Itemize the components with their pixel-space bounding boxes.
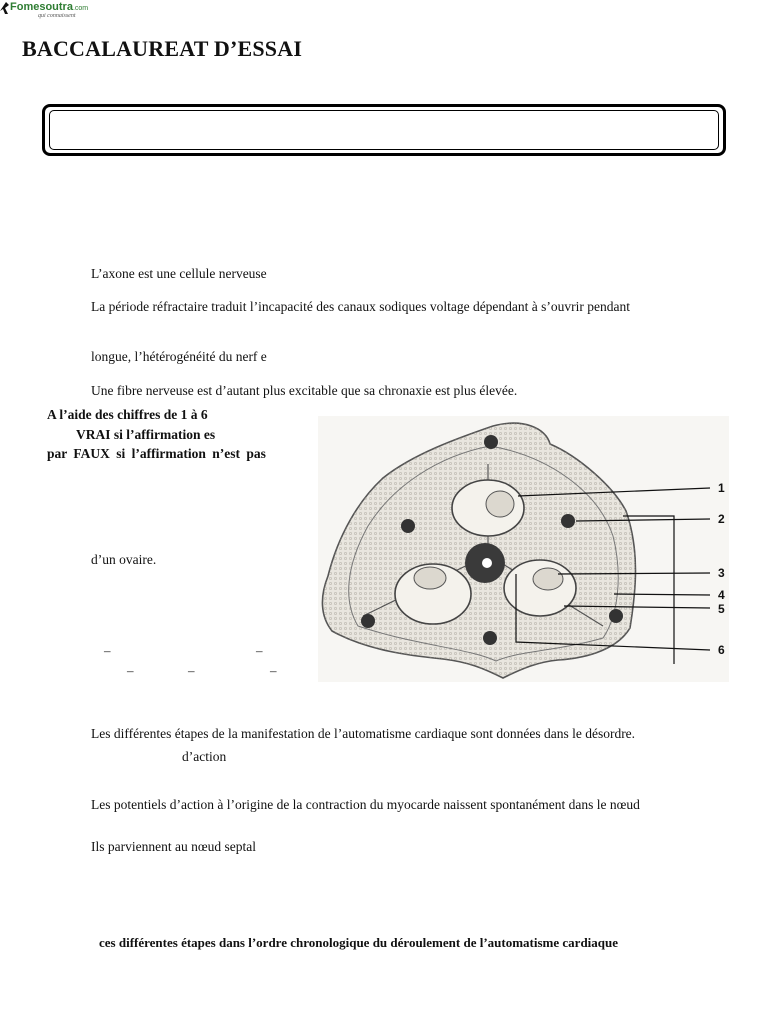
dash-4: – (188, 663, 195, 678)
instruction-line-3: par FAUX si l’affirmation n’est pas (47, 446, 266, 461)
instruction-line-2: VRAI si l’affirmation es (76, 427, 216, 442)
cardiac-step-2: Ils parviennent au nœud septal (91, 839, 256, 854)
bundle-right (561, 514, 575, 528)
figure-label-1: 1 (718, 481, 725, 495)
dash-2: – (256, 643, 263, 658)
dash-5: – (270, 663, 277, 678)
cardiac-step-1: Les potentiels d’action à l’origine de la contraction du myocarde naissent spontanément dans le nœud (91, 797, 640, 812)
ovule-left (414, 567, 446, 589)
title-box (42, 104, 726, 156)
cardiac-question: ces différentes étapes dans l’ordre chronologique du déroulement de l’automatisme cardiaque (99, 935, 619, 950)
logo-suffix: .com (72, 5, 89, 12)
ovary-micrograph (318, 416, 729, 682)
logo-tagline: qui connaissent (38, 13, 76, 19)
ovule-top (486, 491, 514, 517)
figure-label-2: 2 (718, 512, 725, 526)
dash-3: – (127, 663, 134, 678)
figure-label-4: 4 (718, 588, 725, 602)
title-box-inner (49, 110, 719, 150)
page-title: BACCALAUREAT D’ESSAI (22, 36, 303, 61)
bundle-top (484, 435, 498, 449)
site-logo[interactable] (0, 0, 96, 26)
statement-2-continued: longue, l’hétérogénéité du nerf e (91, 349, 267, 364)
figure-label-3: 3 (718, 566, 725, 580)
cardiac-action-text: d’action (182, 749, 227, 764)
logo-figure-icon (0, 2, 10, 14)
statement-2: La période réfractaire traduit l’incapacité des canaux sodiques voltage dépendant à s’ouvrir pendant (91, 299, 631, 314)
figure-label-6: 6 (718, 643, 725, 657)
logo-brand (10, 1, 88, 13)
statement-1: L’axone est une cellule nerveuse (91, 266, 267, 281)
logo-brand-text: Fomesoutra (10, 1, 73, 13)
statement-3: Une fibre nerveuse est d’autant plus excitable que sa chronaxie est plus élevée. (91, 383, 518, 398)
ovary-text: d’un ovaire. (91, 552, 157, 567)
ovary-section-drawing (318, 416, 729, 682)
bundle-lower-left (361, 614, 375, 628)
figure-label-5: 5 (718, 602, 725, 616)
bundle-left (401, 519, 415, 533)
dash-1: – (104, 643, 111, 658)
bundle-bottom (483, 631, 497, 645)
cardiac-intro: Les différentes étapes de la manifestation de l’automatisme cardiaque sont données dans le désordre. (91, 726, 636, 741)
bundle-lower-right (609, 609, 623, 623)
ovule-right (533, 568, 563, 590)
instruction-line-1: A l’aide des chiffres de 1 à 6 (47, 407, 208, 422)
